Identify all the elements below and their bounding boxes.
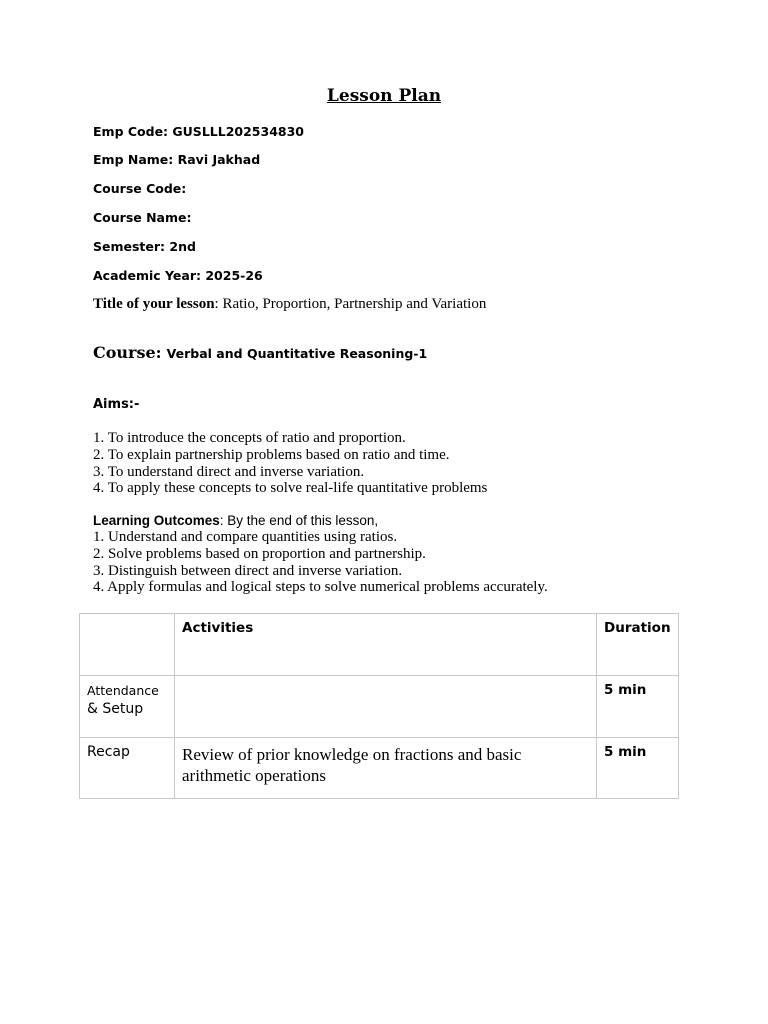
emp-code: Emp Code: GUSLLL202534830 — [93, 124, 304, 139]
list-item: 1. To introduce the concepts of ratio and proportion. — [93, 430, 406, 446]
list-item: 4. To apply these concepts to solve real-life quantitative problems — [93, 480, 488, 497]
duration-cell: 5 min — [597, 738, 679, 799]
learning-outcomes-intro: : By the end of this lesson, — [219, 513, 379, 528]
emp-name: Emp Name: Ravi Jakhad — [93, 152, 261, 167]
header-cell-activities: Activities — [175, 614, 597, 676]
course-code: Course Code: — [93, 181, 187, 196]
learning-outcomes-label: Learning Outcomes — [93, 513, 220, 528]
lesson-title — [93, 296, 486, 313]
table-header-row — [80, 614, 679, 676]
semester: Semester: 2nd — [93, 239, 196, 254]
list-item: 3. To understand direct and inverse variation. — [93, 463, 365, 480]
table-row — [80, 676, 679, 738]
list-item: 4. Apply formulas and logical steps to solve numerical problems accurately. — [93, 579, 548, 596]
aims-heading: Aims:- — [93, 397, 140, 412]
list-item: 3. Distinguish between direct and inverse variation. — [93, 562, 403, 579]
activity-cell: Review of prior knowledge on fractions and basic arithmetic operations — [175, 738, 597, 799]
header-cell-duration: Duration — [597, 614, 679, 676]
course-name: Course Name: — [93, 210, 192, 225]
segment-cell: Recap — [80, 738, 175, 799]
page-title: Lesson Plan — [326, 86, 442, 106]
segment-cell — [80, 676, 175, 738]
duration-cell: 5 min — [597, 676, 679, 738]
table-row — [80, 738, 679, 799]
course-label: Course: — [93, 343, 162, 362]
list-item: 2. Solve problems based on proportion and partnership. — [93, 545, 426, 562]
list-item: 2. To explain partnership problems based on ratio and time. — [93, 446, 450, 463]
lesson-title-value: : Ratio, Proportion, Partnership and Variation — [214, 296, 487, 312]
lesson-plan-table — [79, 613, 679, 799]
learning-outcomes-list — [93, 529, 548, 596]
list-item: 1. Understand and compare quantities using ratios. — [93, 529, 398, 545]
header-cell-segment — [80, 614, 175, 676]
activity-cell — [175, 676, 597, 738]
learning-outcomes-heading — [93, 513, 378, 528]
course-value: Verbal and Quantitative Reasoning-1 — [166, 346, 428, 361]
course-line — [93, 343, 427, 362]
lesson-title-label: Title of your lesson — [93, 296, 215, 312]
academic-year: Academic Year: 2025-26 — [93, 268, 263, 283]
aims-list — [93, 430, 487, 497]
segment-label-line2: & Setup — [87, 701, 144, 717]
segment-label-line1: Attendance — [87, 683, 159, 698]
